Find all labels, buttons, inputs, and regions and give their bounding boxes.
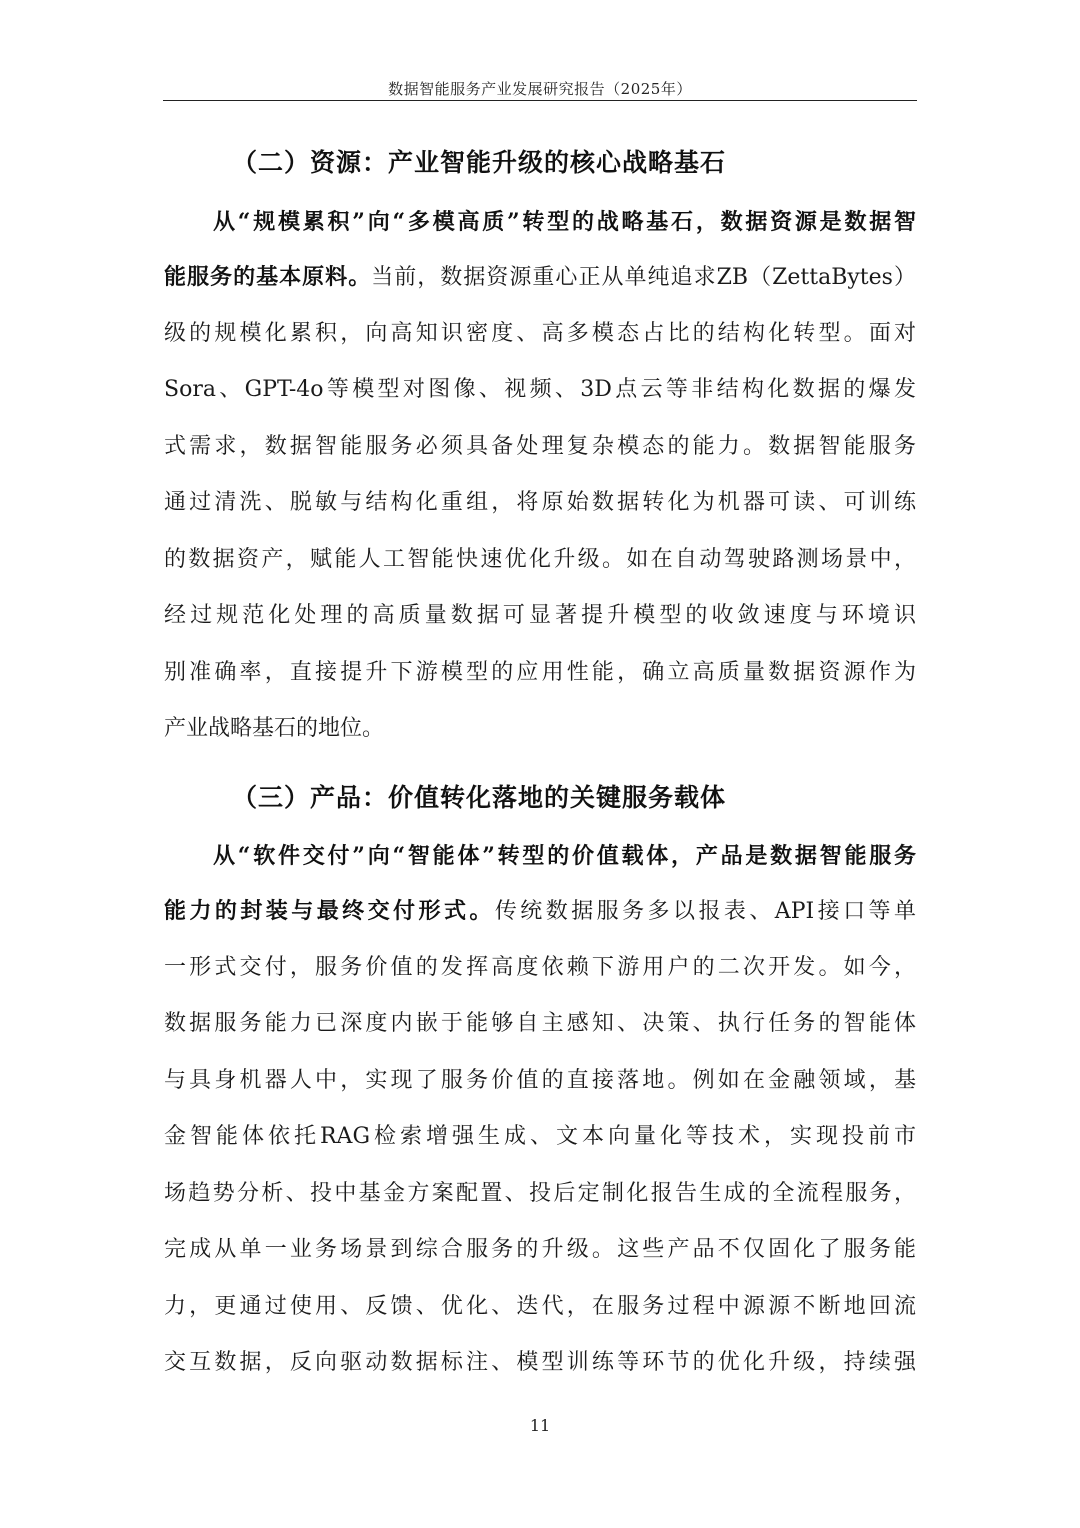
section-heading-resources: （二）资源：产业智能升级的核心战略基石 (232, 148, 727, 177)
header-rule (163, 100, 917, 101)
paragraph-line (164, 896, 916, 926)
paragraph-line: 产业战略基石的地位。 (164, 716, 385, 741)
paragraph-text: 传统数据服务多以报表、API接口等单 (494, 899, 916, 924)
paragraph-line: 经过规范化处理的高质量数据可显著提升模型的收敛速度与环境识 (164, 603, 916, 628)
page-number: 11 (529, 1416, 551, 1435)
paragraph-line: 从“规模累积”向“多模高质”转型的战略基石，数据资源是数据智 (213, 209, 916, 235)
paragraph-text: 当前，数据资源重心正从单纯追求ZB（ZettaBytes） (371, 265, 916, 290)
section-heading-products: （三）产品：价值转化落地的关键服务载体 (232, 783, 727, 812)
paragraph-line: Sora、GPT-4o等模型对图像、视频、3D点云等非结构化数据的爆发 (164, 377, 916, 402)
running-header: 数据智能服务产业发展研究报告（2025年） (388, 80, 692, 98)
paragraph-lead-bold: 能力的封装与最终交付形式。 (164, 898, 495, 924)
paragraph-line: 从“软件交付”向“智能体”转型的价值载体，产品是数据智能服务 (213, 843, 916, 869)
paragraph-line (164, 262, 916, 292)
paragraph-line: 交互数据，反向驱动数据标注、模型训练等环节的优化升级，持续强 (164, 1350, 916, 1375)
paragraph-lead-bold: 能服务的基本原料。 (164, 264, 372, 290)
paragraph-line: 一形式交付，服务价值的发挥高度依赖下游用户的二次开发。如今， (164, 955, 916, 980)
paragraph-line: 级的规模化累积，向高知识密度、高多模态占比的结构化转型。面对 (164, 321, 916, 346)
paragraph-line: 的数据资产，赋能人工智能快速优化升级。如在自动驾驶路测场景中， (164, 547, 916, 572)
paragraph-line: 别准确率，直接提升下游模型的应用性能，确立高质量数据资源作为 (164, 660, 916, 685)
paragraph-line: 式需求，数据智能服务必须具备处理复杂模态的能力。数据智能服务 (164, 434, 916, 459)
paragraph-line: 数据服务能力已深度内嵌于能够自主感知、决策、执行任务的智能体 (164, 1011, 916, 1036)
paragraph-line: 通过清洗、脱敏与结构化重组，将原始数据转化为机器可读、可训练 (164, 490, 916, 515)
paragraph-line: 完成从单一业务场景到综合服务的升级。这些产品不仅固化了服务能 (164, 1237, 916, 1262)
paragraph-line: 与具身机器人中，实现了服务价值的直接落地。例如在金融领域，基 (164, 1068, 916, 1093)
paragraph-line: 金智能体依托RAG检索增强生成、文本向量化等技术，实现投前市 (164, 1124, 916, 1149)
paragraph-line: 力，更通过使用、反馈、优化、迭代，在服务过程中源源不断地回流 (164, 1294, 916, 1319)
paragraph-line: 场趋势分析、投中基金方案配置、投后定制化报告生成的全流程服务， (164, 1181, 916, 1206)
